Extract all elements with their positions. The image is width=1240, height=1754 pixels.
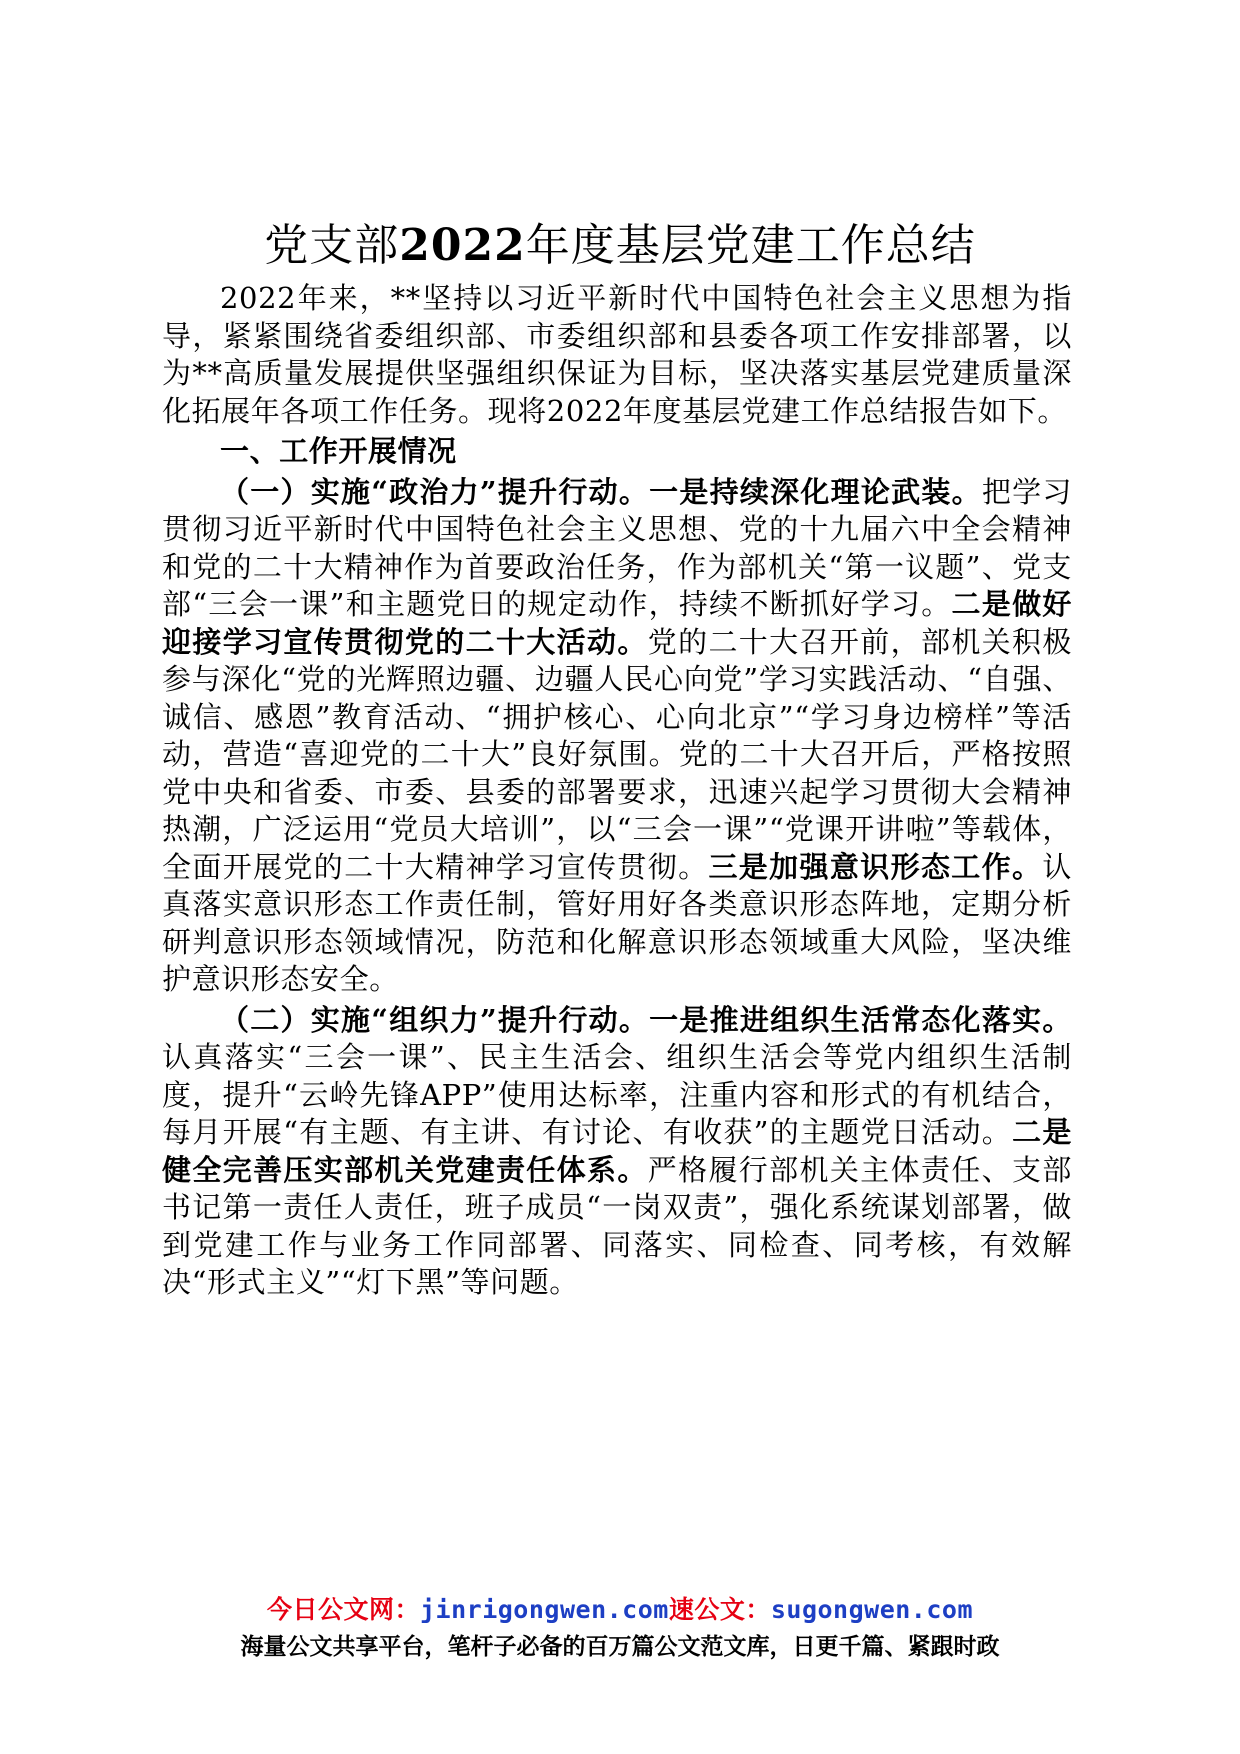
paragraph-political-bold-2: 二是做好迎接学习宣传贯彻党的二十大活动。 [162, 587, 1072, 659]
paragraph-organization-lead: （二）实施“组织力”提升行动。一是推进组织生活常态化落实。 [220, 1002, 1072, 1037]
paragraph-political-text-3: 认真落实意识形态工作责任制，管好用好各类意识形态阵地，定期分析研判意识形态领域情况，防范和化解意识形态领域重大风险，坚决维护意识形态安全。 [162, 849, 1072, 996]
site2-label: 速公文： [668, 1595, 771, 1624]
footer-sites [0, 1593, 1240, 1627]
footer-banner [0, 1593, 1240, 1663]
site2-link[interactable]: sugongwen.com [770, 1595, 974, 1624]
paragraph-organization-text-1: 认真落实“三会一课”、民主生活会、组织生活会等党内组织生活制度，提升“云岭先锋APP”使用达标率，注重内容和形式的有机结合，每月开展“有主题、有主讲、有讨论、有收获”的主题党日活动。 [162, 1040, 1072, 1149]
document-body [162, 280, 1072, 1302]
paragraph-organization-text-2: 严格履行部机关主体责任、支部书记第一责任人责任，班子成员“一岗双责”，强化系统谋划部署，做到党建工作与业务工作同部署、同落实、同检查、同考核，有效解决“形式主义”“灯下黑”等问题。 [162, 1152, 1072, 1299]
page-title [0, 218, 1240, 274]
site1-link[interactable]: jinrigongwen.com [420, 1595, 669, 1624]
paragraph-political-text-1: 把学习贯彻习近平新时代中国特色社会主义思想、党的十九届六中全会精神和党的二十大精神作为首要政治任务，作为部机关“第一议题”、党支部“三会一课”和主题党日的规定动作，持续不断抓好学习。 [162, 474, 1072, 621]
title-suffix: 年度基层党建工作总结 [525, 220, 976, 271]
section-heading: 一、工作开展情况 [220, 434, 457, 468]
paragraph-political-bold-3: 三是加强意识形态工作。 [708, 849, 1043, 884]
paragraph-organization [162, 1002, 1072, 1302]
site1-label: 今日公文网： [266, 1595, 420, 1624]
footer-tagline: 海量公文共享平台，笔杆子必备的百万篇公文范文库，日更千篇、紧跟时政 [240, 1634, 1000, 1660]
intro-paragraph: 2022年来，**坚持以习近平新时代中国特色社会主义思想为指导，紧紧围绕省委组织部、市委组织部和县委各项工作安排部署，以为**高质量发展提供坚强组织保证为目标，坚决落实基层党建质量深化拓展年各项工作任务。现将2022年度基层党建工作总结报告如下。 [162, 281, 1072, 428]
paragraph-political-lead: （一）实施“政治力”提升行动。一是持续深化理论武装。 [220, 474, 982, 509]
title-prefix: 党支部 [264, 220, 400, 271]
title-year: 2022 [399, 220, 526, 271]
paragraph-political [162, 474, 1072, 999]
paragraph-political-text-2: 党的二十大召开前，部机关积极参与深化“党的光辉照边疆、边疆人民心向党”学习实践活动、“自强、诚信、感恩”教育活动、“拥护核心、心向北京”“学习身边榜样”等活动，营造“喜迎党的二十大”良好氛围。党的二十大召开后，严格按照党中央和省委、市委、县委的部署要求，迅速兴起学习贯彻大会精神热潮，广泛运用“党员大培训”，以“三会一课”“党课开讲啦”等载体，全面开展党的二十大精神学习宣传贯彻。 [162, 624, 1072, 884]
paragraph-organization-bold-2: 二是健全完善压实部机关党建责任体系。 [162, 1115, 1073, 1187]
